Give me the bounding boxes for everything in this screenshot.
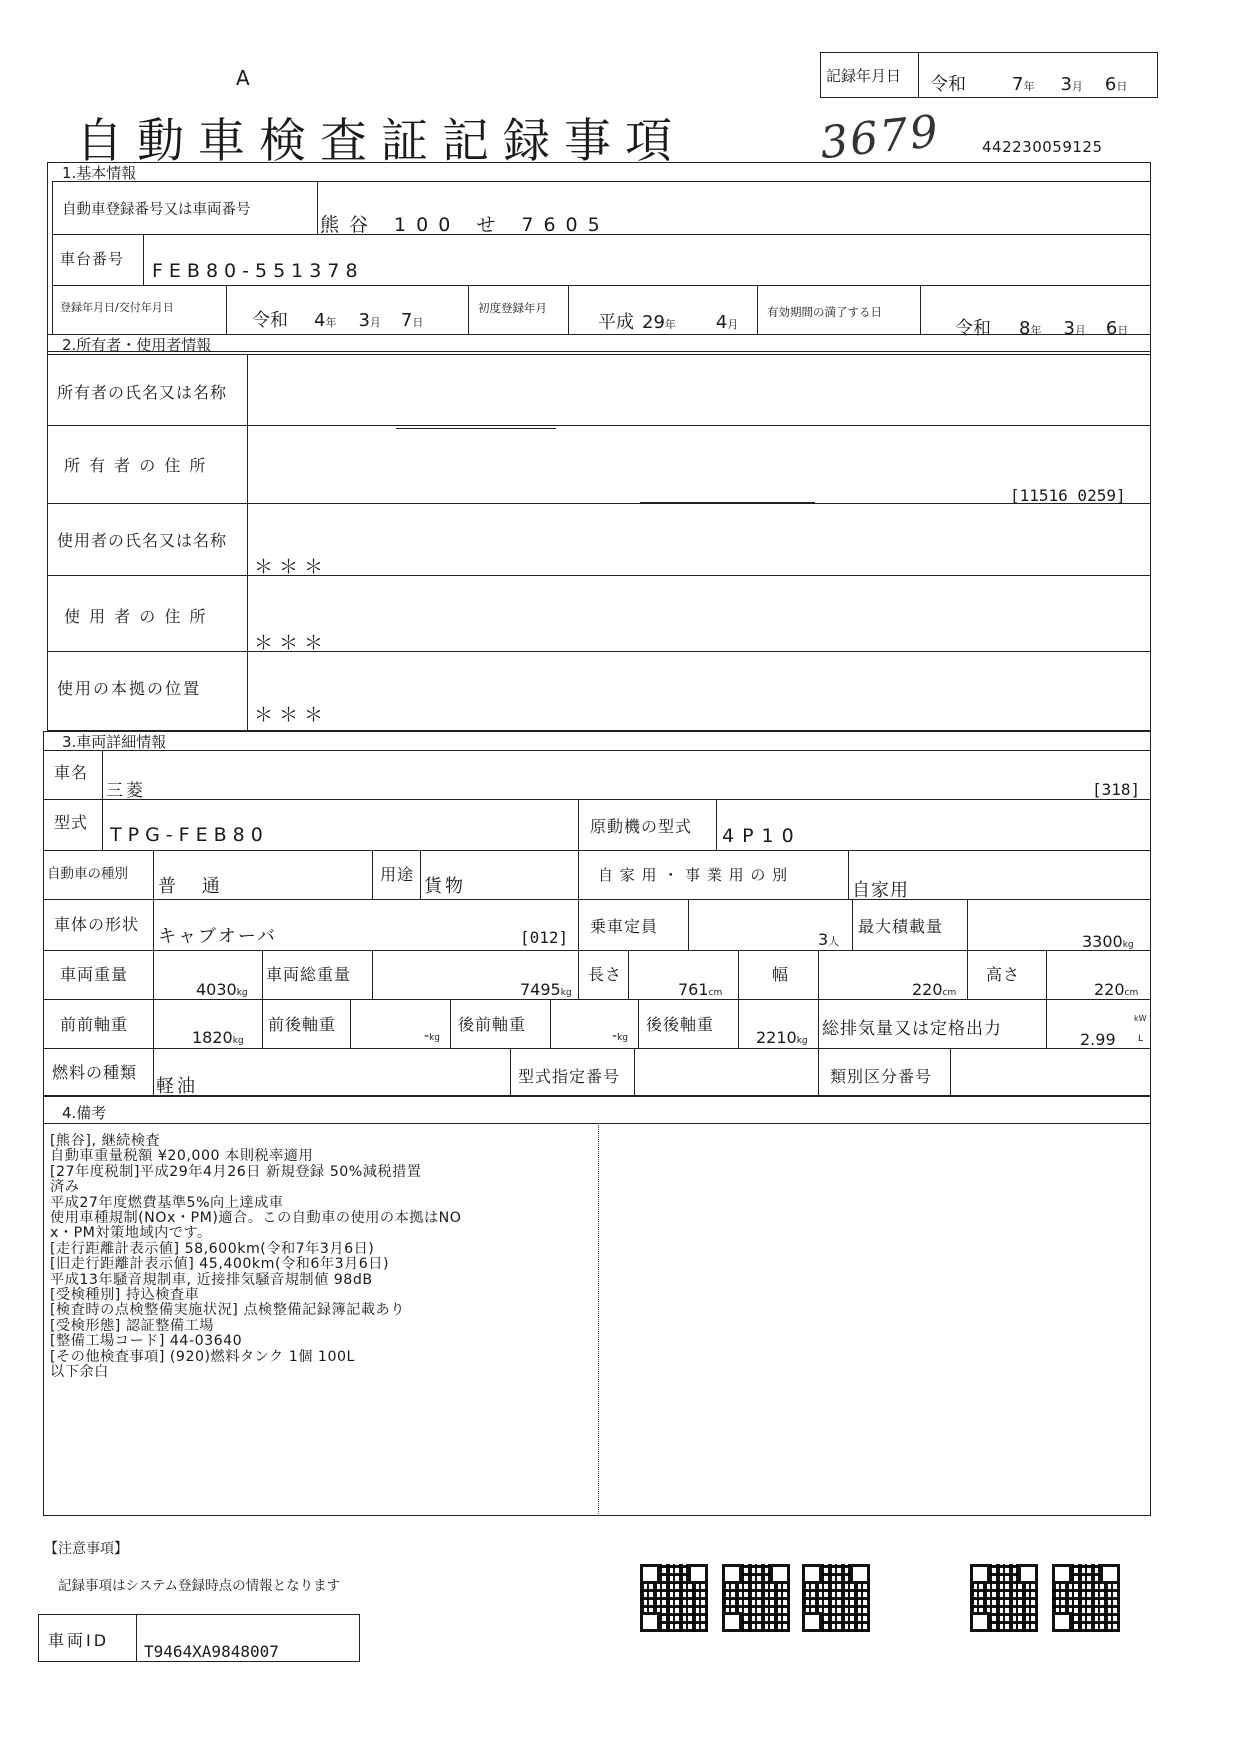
remarks-line: [受検種別] 持込検査車 bbox=[50, 1287, 200, 1304]
height-label: 高さ bbox=[986, 965, 1021, 984]
height: 220cm bbox=[1094, 980, 1139, 999]
private-business-label: 自 家 用 ・ 事 業 用 の 別 bbox=[598, 866, 789, 884]
remarks-line: [旧走行距離計表示値] 45,400km(令和6年3月6日) bbox=[50, 1256, 390, 1273]
width-label: 幅 bbox=[772, 965, 790, 984]
private-business: 自家用 bbox=[852, 880, 909, 901]
vehicle-weight: 4030kg bbox=[196, 980, 248, 999]
reg-date-label: 登録年月日/交付年月日 bbox=[60, 301, 174, 314]
expiry-label: 有効期間の満了する日 bbox=[767, 305, 882, 319]
max-load: 3300kg bbox=[1082, 932, 1134, 951]
qr-code-3 bbox=[802, 1564, 870, 1632]
remarks-line: 済み bbox=[50, 1179, 80, 1196]
fuel: 軽油 bbox=[156, 1076, 198, 1097]
remarks-line: [整備工場コード] 44-03640 bbox=[50, 1333, 243, 1350]
base-location-label: 使用の本拠の位置 bbox=[57, 679, 202, 698]
qr-code-1 bbox=[640, 1564, 708, 1632]
gross-weight-label: 車両総重量 bbox=[266, 965, 352, 984]
body-code: [012] bbox=[520, 928, 569, 947]
vehicle-id-label: 車両ID bbox=[48, 1631, 110, 1650]
owner-address-label: 所 有 者 の 住 所 bbox=[64, 456, 208, 475]
remarks-line: [熊谷], 継続検査 bbox=[50, 1133, 161, 1149]
remarks-line: 平成13年騒音規制車, 近接排気騒音規制値 98dB bbox=[50, 1271, 373, 1288]
caution-title: 【注意事項】 bbox=[44, 1541, 128, 1557]
remarks-line: x・PM対策地域内です。 bbox=[50, 1225, 212, 1242]
front-front-axle-label: 前前軸重 bbox=[60, 1015, 129, 1034]
displacement: 2.99 bbox=[1080, 1030, 1116, 1049]
first-reg-date: 平成 29年 4月 bbox=[598, 312, 739, 333]
model: TPG-FEB80 bbox=[110, 824, 269, 846]
front-front-axle: 1820kg bbox=[192, 1028, 244, 1047]
use-label: 用途 bbox=[380, 865, 415, 884]
record-date-label: 記録年月日 bbox=[826, 67, 902, 85]
corner-letter: A bbox=[236, 66, 250, 90]
capacity-label: 乗車定員 bbox=[590, 917, 659, 936]
class-label: 類別区分番号 bbox=[830, 1067, 933, 1086]
rear-front-axle-label: 後前軸重 bbox=[458, 1015, 527, 1034]
front-rear-axle-label: 前後軸重 bbox=[268, 1015, 337, 1034]
vehicle-type-label: 自動車の種別 bbox=[47, 866, 128, 882]
body-shape-label: 車体の形状 bbox=[54, 915, 140, 934]
owner-address-code: [11516 0259] bbox=[1010, 486, 1126, 505]
rear-front-axle: -kg bbox=[612, 1028, 628, 1044]
qr-code-2 bbox=[722, 1564, 790, 1632]
use: 貨物 bbox=[424, 876, 466, 897]
displacement-label: 総排気量又は定格出力 bbox=[822, 1019, 1002, 1039]
vehicle-id: T9464XA9848007 bbox=[144, 1642, 279, 1661]
model-label: 型式 bbox=[54, 813, 89, 832]
vehicle-weight-label: 車両重量 bbox=[60, 965, 129, 984]
page-title: 自動車検査証記録事項 bbox=[76, 114, 686, 169]
section1-title: 1.基本情報 bbox=[62, 164, 137, 182]
length: 761cm bbox=[678, 980, 723, 999]
displacement-unit-kw: kW bbox=[1134, 1014, 1147, 1023]
front-rear-axle: -kg bbox=[424, 1028, 440, 1044]
displacement-unit-l: L bbox=[1138, 1034, 1144, 1044]
remarks-line: [検査時の点検整備実施状況] 点検整備記録簿記載あり bbox=[50, 1302, 405, 1319]
document-number: 442230059125 bbox=[982, 138, 1103, 156]
rear-rear-axle-label: 後後軸重 bbox=[646, 1015, 715, 1034]
remarks-line: [その他検査事項] (920)燃料タンク 1個 100L bbox=[50, 1348, 355, 1365]
user-name-label: 使用者の氏名又は名称 bbox=[57, 531, 228, 550]
make: 三菱 bbox=[106, 781, 146, 801]
handwritten-number: 3679 bbox=[817, 105, 943, 170]
base-location: ＊＊＊ bbox=[254, 704, 330, 726]
user-address-label: 使 用 者 の 住 所 bbox=[64, 607, 208, 626]
user-address: ＊＊＊ bbox=[254, 632, 330, 654]
gross-weight: 7495kg bbox=[520, 980, 572, 999]
section3-title: 3.車両詳細情報 bbox=[62, 733, 167, 751]
vehicle-type: 普 通 bbox=[158, 876, 230, 897]
fuel-label: 燃料の種類 bbox=[52, 1063, 138, 1082]
capacity: 3人 bbox=[818, 930, 840, 949]
qr-code-4 bbox=[970, 1564, 1038, 1632]
designation-label: 型式指定番号 bbox=[518, 1067, 621, 1086]
remarks-line: 使用車種規制(NOx・PM)適合。この自動車の使用の本拠はNO bbox=[50, 1210, 462, 1227]
rear-rear-axle: 2210kg bbox=[756, 1028, 808, 1047]
chassis-label: 車台番号 bbox=[60, 250, 125, 268]
caution-text: 記録事項はシステム登録時点の情報となります bbox=[58, 1578, 341, 1594]
reg-number-label: 自動車登録番号又は車両番号 bbox=[62, 202, 251, 218]
max-load-label: 最大積載量 bbox=[858, 917, 944, 936]
remarks-line: [27年度税制]平成29年4月26日 新規登録 50%減税措置 bbox=[50, 1163, 422, 1180]
remarks-line: 平成27年度燃費基準5%向上達成車 bbox=[50, 1194, 284, 1211]
reg-date: 令和 4年 3月 7日 bbox=[252, 310, 424, 331]
remarks-line: [走行距離計表示値] 58,600km(令和7年3月6日) bbox=[50, 1240, 375, 1257]
width: 220cm bbox=[912, 980, 957, 999]
first-reg-label: 初度登録年月 bbox=[478, 301, 547, 315]
engine-label: 原動機の型式 bbox=[590, 817, 693, 836]
engine-model: 4P10 bbox=[722, 825, 802, 847]
qr-code-5 bbox=[1052, 1564, 1120, 1632]
remarks-text bbox=[50, 1134, 461, 1381]
body-shape: キャブオーバ bbox=[158, 926, 277, 947]
record-date: 令和 7年 3月 6日 bbox=[930, 74, 1128, 95]
make-code: [318] bbox=[1092, 780, 1141, 799]
reg-number: 熊谷 100 せ 7605 bbox=[320, 214, 610, 236]
owner-name-label: 所有者の氏名又は名称 bbox=[57, 383, 228, 402]
expiry-date: 令和 8年 3月 6日 bbox=[955, 318, 1129, 339]
remarks-line: 以下余白 bbox=[50, 1364, 109, 1381]
section4-title: 4.備考 bbox=[62, 1104, 107, 1122]
chassis-number: FEB80-551378 bbox=[152, 260, 364, 282]
length-label: 長さ bbox=[588, 965, 623, 984]
section2-title: 2.所有者・使用者情報 bbox=[62, 336, 212, 354]
remarks-line: 自動車重量税額 ¥20,000 本則税率適用 bbox=[50, 1148, 314, 1165]
remarks-line: [受検形態] 認証整備工場 bbox=[50, 1317, 214, 1334]
user-name: ＊＊＊ bbox=[254, 556, 330, 578]
make-label: 車名 bbox=[54, 763, 89, 782]
